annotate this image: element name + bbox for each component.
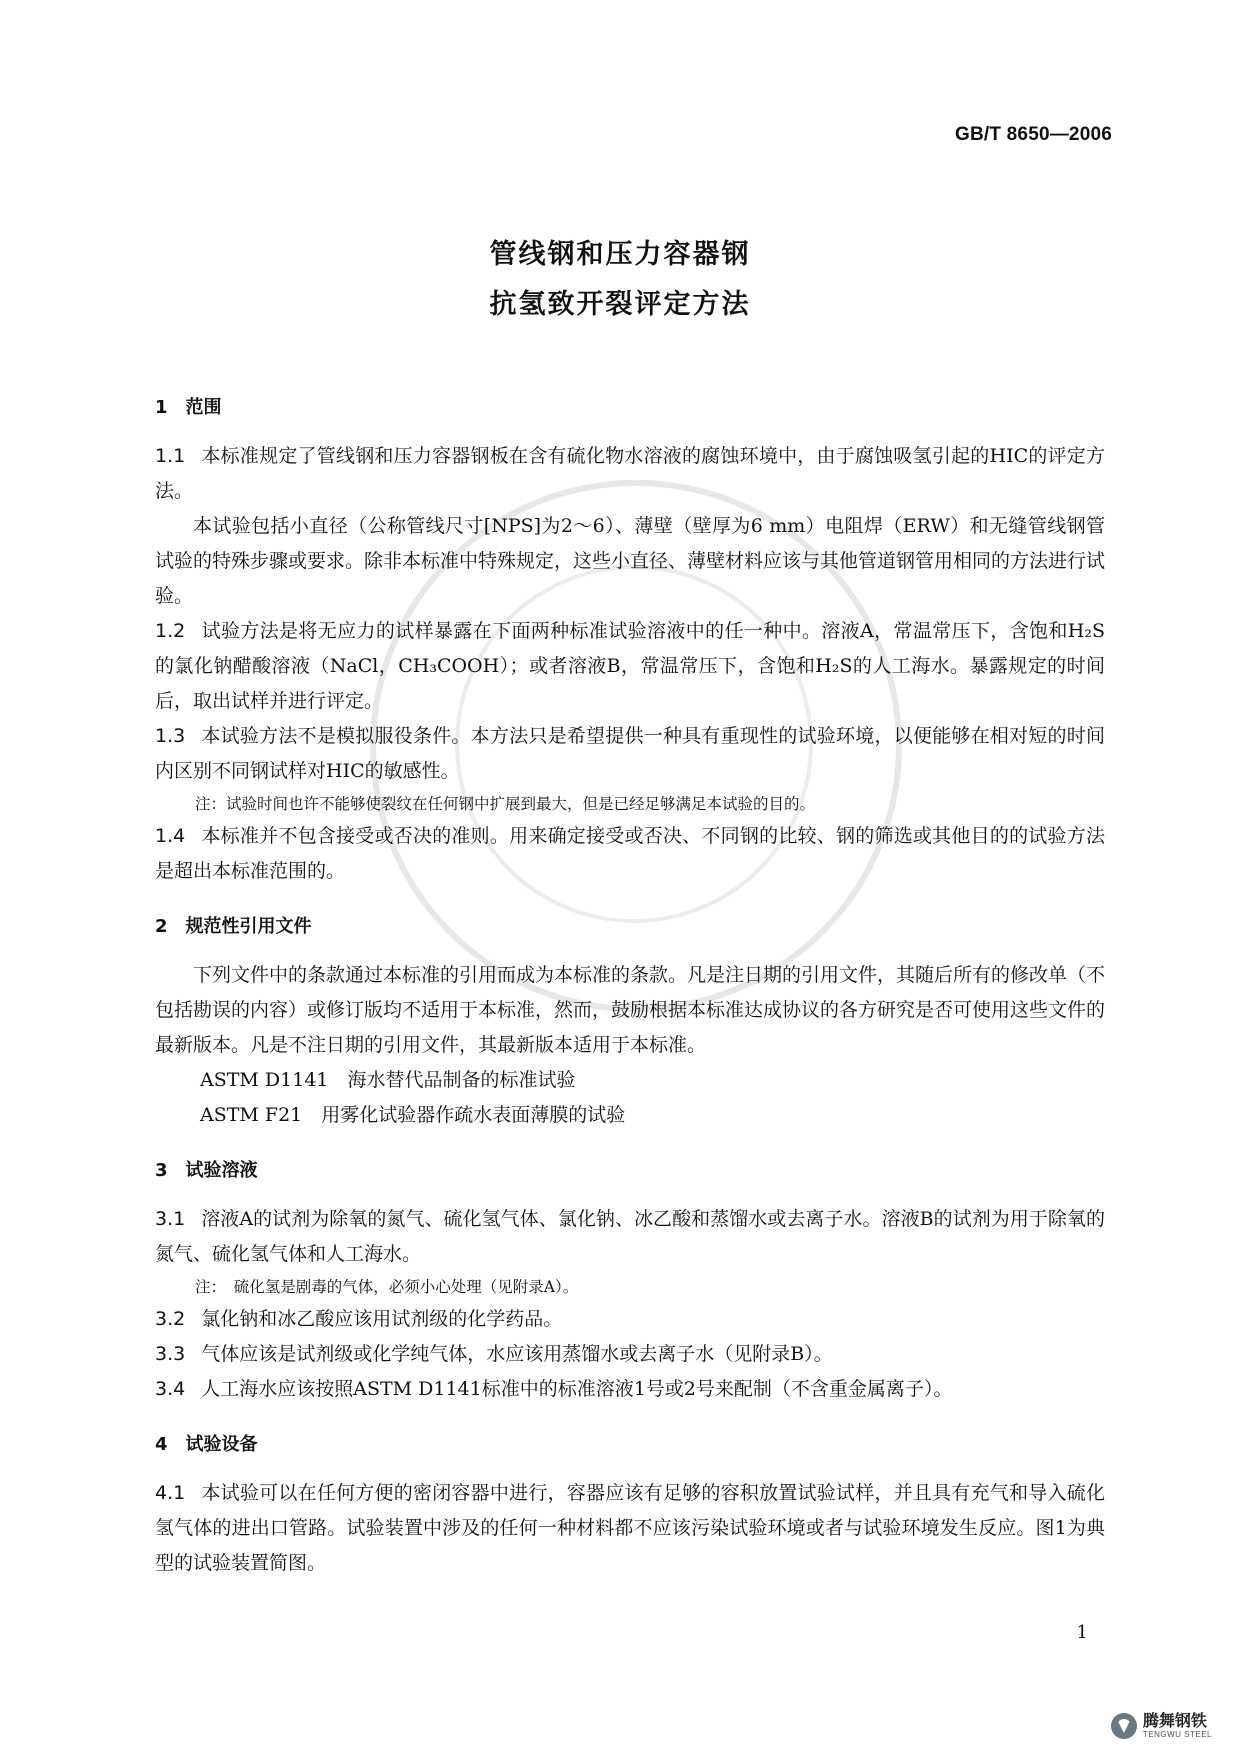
clause-1-4: [155, 819, 1105, 889]
standard-code: GB/T 8650—2006: [955, 124, 1112, 145]
clause-text: 溶液A的试剂为除氧的氮气、硫化氢气体、氯化钠、冰乙酸和蒸馏水或去离子水。溶液B的试剂为用于除氧的氮气、硫化氢气体和人工海水。: [155, 1208, 1105, 1265]
clause-4-1: [155, 1476, 1105, 1581]
document-title-line2: 抗氢致开裂评定方法: [489, 289, 751, 320]
clause-3-3: [155, 1337, 1105, 1372]
brand-logo: [1111, 1713, 1212, 1739]
brand-text: [1143, 1713, 1212, 1739]
clause-text: 氯化钠和冰乙酸应该用试剂级的化学药品。: [201, 1308, 563, 1330]
clause-1-3: [155, 719, 1105, 789]
clause-text: 本试验可以在任何方便的密闭容器中进行，容器应该有足够的容积放置试验试样，并且具有充气和导入硫化氢气体的进出口管路。试验装置中涉及的任何一种材料都不应该污染试验环境或者与试验环境发生反应。图1为典型的试验装置简图。: [155, 1482, 1105, 1574]
clause-number: 4.1: [155, 1482, 186, 1504]
clause-number: 3.3: [155, 1343, 186, 1365]
clause-3-1: [155, 1202, 1105, 1272]
clause-number: 3.1: [155, 1208, 186, 1230]
document-title-line1: 管线钢和压力容器钢: [489, 239, 751, 270]
clause-3-2: [155, 1302, 1105, 1337]
note-1-3: 注：试验时间也许不能够使裂纹在任何钢中扩展到最大，但是已经足够满足本试验的目的。: [195, 795, 816, 813]
clause-1-1: [155, 439, 1105, 509]
brand-name-en: TENGWU STEEL: [1142, 1730, 1212, 1739]
clause-number: 3.4: [155, 1378, 186, 1400]
section-heading-solutions: 3 试验溶液: [155, 1160, 258, 1181]
clause-number: 1.3: [155, 725, 186, 747]
brand-name-cn: 腾舞钢铁: [1142, 1711, 1207, 1730]
clause-number: 1.2: [155, 620, 186, 642]
section-heading-references: 2 规范性引用文件: [155, 916, 312, 937]
clause-text: 试验方法是将无应力的试样暴露在下面两种标准试验溶液中的任一种中。溶液A，常温常压下，含饱和H₂S的氯化钠醋酸溶液（NaCl，CH₃COOH）；或者溶液B，常温常压下，含饱和H₂S的人工海水。暴露规定的时间后，取出试样并进行评定。: [155, 620, 1105, 712]
brand-logo-icon: [1111, 1713, 1137, 1739]
clause-text: 本标准并不包含接受或否决的准则。用来确定接受或否决、不同钢的比较、钢的筛选或其他目的的试验方法是超出本标准范围的。: [155, 825, 1105, 882]
section-heading-scope: 1 范围: [155, 397, 222, 418]
clause-text: 气体应该是试剂级或化学纯气体，水应该用蒸馏水或去离子水（见附录B）。: [201, 1343, 833, 1365]
clause-text: 本试验方法不是模拟服役条件。本方法只是希望提供一种具有重现性的试验环境，以便能够在相对短的时间内区别不同钢试样对HIC的敏感性。: [155, 725, 1105, 782]
reference-astm-d1141: ASTM D1141 海水替代品制备的标准试验: [200, 1069, 576, 1091]
note-3-1: 注： 硫化氢是剧毒的气体，必须小心处理（见附录A）。: [195, 1278, 579, 1296]
clause-3-4: [155, 1372, 1105, 1407]
section-heading-apparatus: 4 试验设备: [155, 1434, 258, 1455]
document-body: [155, 390, 1105, 1581]
references-intro: 下列文件中的条款通过本标准的引用而成为本标准的条款。凡是注日期的引用文件，其随后所有的修改单（不包括勘误的内容）或修订版均不适用于本标准，然而，鼓励根据本标准达成协议的各方研究是否可使用这些文件的最新版本。凡是不注日期的引用文件，其最新版本适用于本标准。: [155, 964, 1106, 1056]
clause-1-1-paragraph-2: 本试验包括小直径（公称管线尺寸[NPS]为2～6）、薄壁（壁厚为6 mm）电阻焊（ERW）和无缝管线钢管试验的特殊步骤或要求。除非本标准中特殊规定，这些小直径、薄壁材料应该与其他管道钢管用相同的方法进行试验。: [155, 515, 1106, 607]
clause-number: 3.2: [155, 1308, 186, 1330]
reference-astm-f21: ASTM F21 用雾化试验器作疏水表面薄膜的试验: [200, 1104, 626, 1126]
clause-text: 人工海水应该按照ASTM D1141标准中的标准溶液1号或2号来配制（不含重金属离子）。: [201, 1378, 953, 1400]
page-number: 1: [1076, 1622, 1088, 1643]
clause-number: 1.4: [155, 825, 186, 847]
clause-1-2: [155, 614, 1105, 719]
clause-number: 1.1: [155, 445, 186, 467]
clause-text: 本标准规定了管线钢和压力容器钢板在含有硫化物水溶液的腐蚀环境中，由于腐蚀吸氢引起的HIC的评定方法。: [155, 445, 1105, 502]
